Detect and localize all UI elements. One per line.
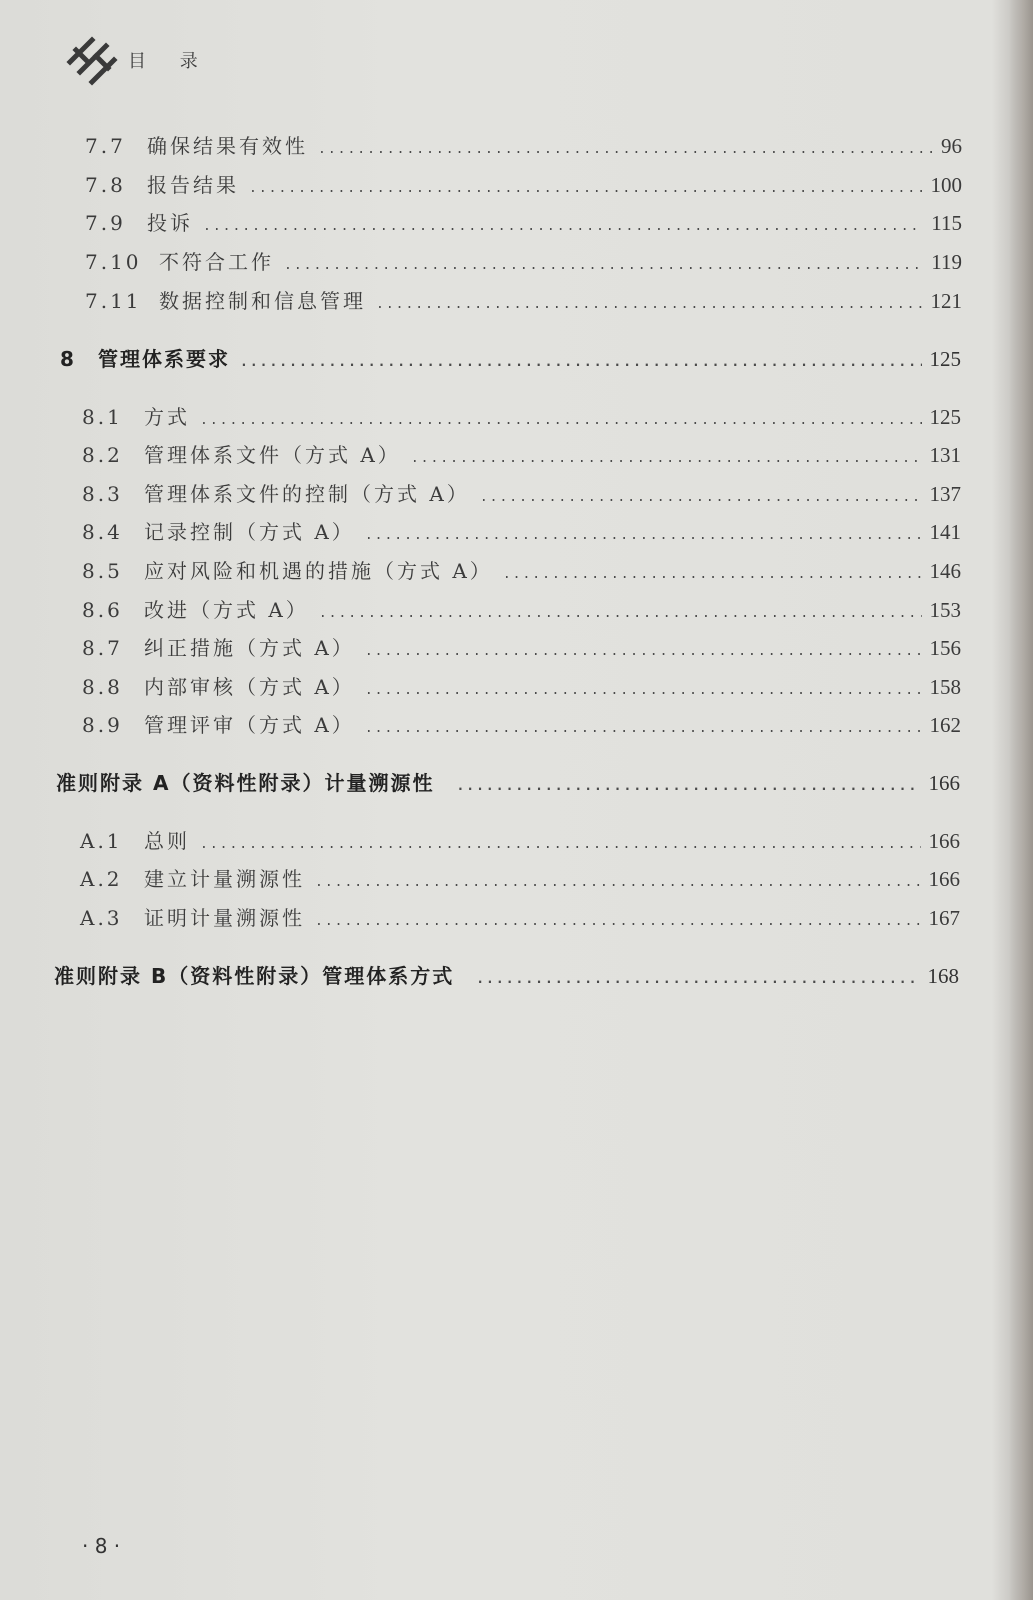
toc-entry[interactable] — [85, 130, 962, 159]
toc-entry-number: 7.7 — [85, 134, 126, 158]
toc-entry-page: 153 — [929, 598, 961, 622]
dot-leader — [365, 528, 922, 543]
toc-entry-title: 投诉 — [147, 211, 193, 235]
toc-entry[interactable] — [82, 439, 961, 468]
toc-entry-title: 证明计量溯源性 — [144, 906, 305, 930]
dot-leader — [240, 355, 922, 370]
toc-entry-page: 131 — [929, 443, 961, 467]
toc-entry[interactable] — [82, 516, 961, 545]
toc-entry-title: 报告结果 — [147, 173, 239, 197]
toc-entry-number: 7.9 — [85, 211, 126, 235]
toc-entry-page: 158 — [929, 675, 961, 699]
toc-entry-page: 146 — [929, 559, 961, 583]
toc-entry-number: 8.4 — [82, 520, 123, 544]
toc-entry-title: 记录控制（方式 A） — [144, 520, 355, 544]
toc-entry-number: 7.11 — [85, 289, 142, 313]
toc-entry-title: 不符合工作 — [159, 250, 274, 274]
toc-entry[interactable] — [82, 671, 961, 700]
dot-leader — [503, 567, 922, 582]
toc-entry[interactable] — [82, 594, 961, 623]
toc-entry-page: 119 — [931, 250, 962, 274]
toc-entry-number: 8.3 — [82, 482, 123, 506]
toc-entry-page: 125 — [929, 347, 961, 371]
toc-entry-title: 管理体系文件（方式 A） — [144, 443, 401, 467]
toc-entry-number: 8.9 — [82, 713, 123, 737]
toc-entry-number: 8.7 — [82, 636, 123, 660]
toc-entry-page: 156 — [929, 636, 961, 660]
toc-entry-number: 8.6 — [82, 598, 123, 622]
toc-entry[interactable] — [82, 555, 961, 584]
toc-entry-title: 建立计量溯源性 — [144, 867, 305, 891]
toc-entry-number: A.3 — [80, 906, 123, 930]
dot-leader — [456, 779, 920, 794]
toc-entry[interactable] — [82, 709, 961, 738]
toc-entry-number: A.1 — [80, 829, 123, 853]
toc-entry-number: 8.1 — [82, 405, 123, 429]
toc-appendix-entry[interactable] — [54, 960, 959, 989]
toc-entry[interactable] — [80, 902, 960, 931]
dot-leader — [200, 413, 922, 428]
toc-entry-title: 改进（方式 A） — [144, 598, 309, 622]
toc-entry[interactable] — [85, 246, 962, 275]
toc-entry-page: 168 — [927, 964, 959, 988]
toc-entry-number: A.2 — [80, 867, 123, 891]
dot-leader — [365, 644, 922, 659]
dot-leader — [318, 142, 933, 157]
toc-entry-title: 内部审核（方式 A） — [144, 675, 355, 699]
toc-entry-title: 方式 — [144, 405, 190, 429]
toc-entry-page: 121 — [930, 289, 962, 313]
toc-entry[interactable] — [85, 207, 962, 236]
dot-leader — [376, 297, 923, 312]
toc-entry-title: 管理体系要求 — [98, 347, 230, 371]
toc-chapter-entry[interactable] — [60, 343, 961, 372]
toc-entry[interactable] — [80, 863, 960, 892]
toc-entry-number: 7.10 — [85, 250, 142, 274]
toc-entry-title: 准则附录 A（资料性附录）计量溯源性 — [56, 771, 435, 795]
dot-leader — [365, 721, 922, 736]
page-number: · 8 · — [82, 1534, 121, 1558]
toc-entry-page: 125 — [929, 405, 961, 429]
toc-entry-number: 7.8 — [85, 173, 126, 197]
toc-entry[interactable] — [82, 478, 961, 507]
toc-entry[interactable] — [85, 169, 962, 198]
toc-entry-page: 166 — [928, 829, 960, 853]
toc-entry-title: 纠正措施（方式 A） — [144, 636, 355, 660]
dot-leader — [200, 837, 921, 852]
toc-entry-title: 管理体系文件的控制（方式 A） — [144, 482, 470, 506]
dot-leader — [319, 606, 922, 621]
dot-leader — [249, 181, 923, 196]
dot-leader — [315, 875, 921, 890]
toc-entry-page: 167 — [928, 906, 960, 930]
toc-heading: 目 录 — [128, 51, 212, 72]
toc-entry-title: 准则附录 B（资料性附录）管理体系方式 — [54, 964, 455, 988]
toc-entry-number: 8.2 — [82, 443, 123, 467]
dot-leader — [284, 258, 923, 273]
toc-entry[interactable] — [80, 825, 960, 854]
toc-entry-page: 137 — [929, 482, 961, 506]
toc-entry-page: 100 — [930, 173, 962, 197]
toc-entry-title: 数据控制和信息管理 — [159, 289, 366, 313]
toc-entry-page: 141 — [929, 520, 961, 544]
toc-appendix-entry[interactable] — [56, 767, 960, 796]
toc-entry-title: 管理评审（方式 A） — [144, 713, 355, 737]
dot-leader — [411, 451, 922, 466]
toc-entry-page: 96 — [941, 134, 962, 158]
toc-entry[interactable] — [85, 285, 962, 314]
toc-entry-number: 8 — [60, 347, 76, 371]
toc-entry-page: 162 — [929, 713, 961, 737]
toc-entry-page: 166 — [928, 867, 960, 891]
toc-entry-number: 8.8 — [82, 675, 123, 699]
toc-entry[interactable] — [82, 632, 961, 661]
dot-leader — [476, 972, 919, 987]
dot-leader — [315, 914, 921, 929]
toc-entry-title: 总则 — [144, 829, 190, 853]
toc-entry-number: 8.5 — [82, 559, 123, 583]
toc-entry-title: 应对风险和机遇的措施（方式 A） — [144, 559, 493, 583]
dot-leader — [365, 683, 922, 698]
toc-entry-page: 166 — [928, 771, 960, 795]
toc-entry-title: 确保结果有效性 — [147, 134, 308, 158]
dot-leader — [480, 490, 922, 505]
toc-entry[interactable] — [82, 401, 961, 430]
toc-entry-page: 115 — [931, 211, 962, 235]
dot-leader — [203, 219, 923, 234]
